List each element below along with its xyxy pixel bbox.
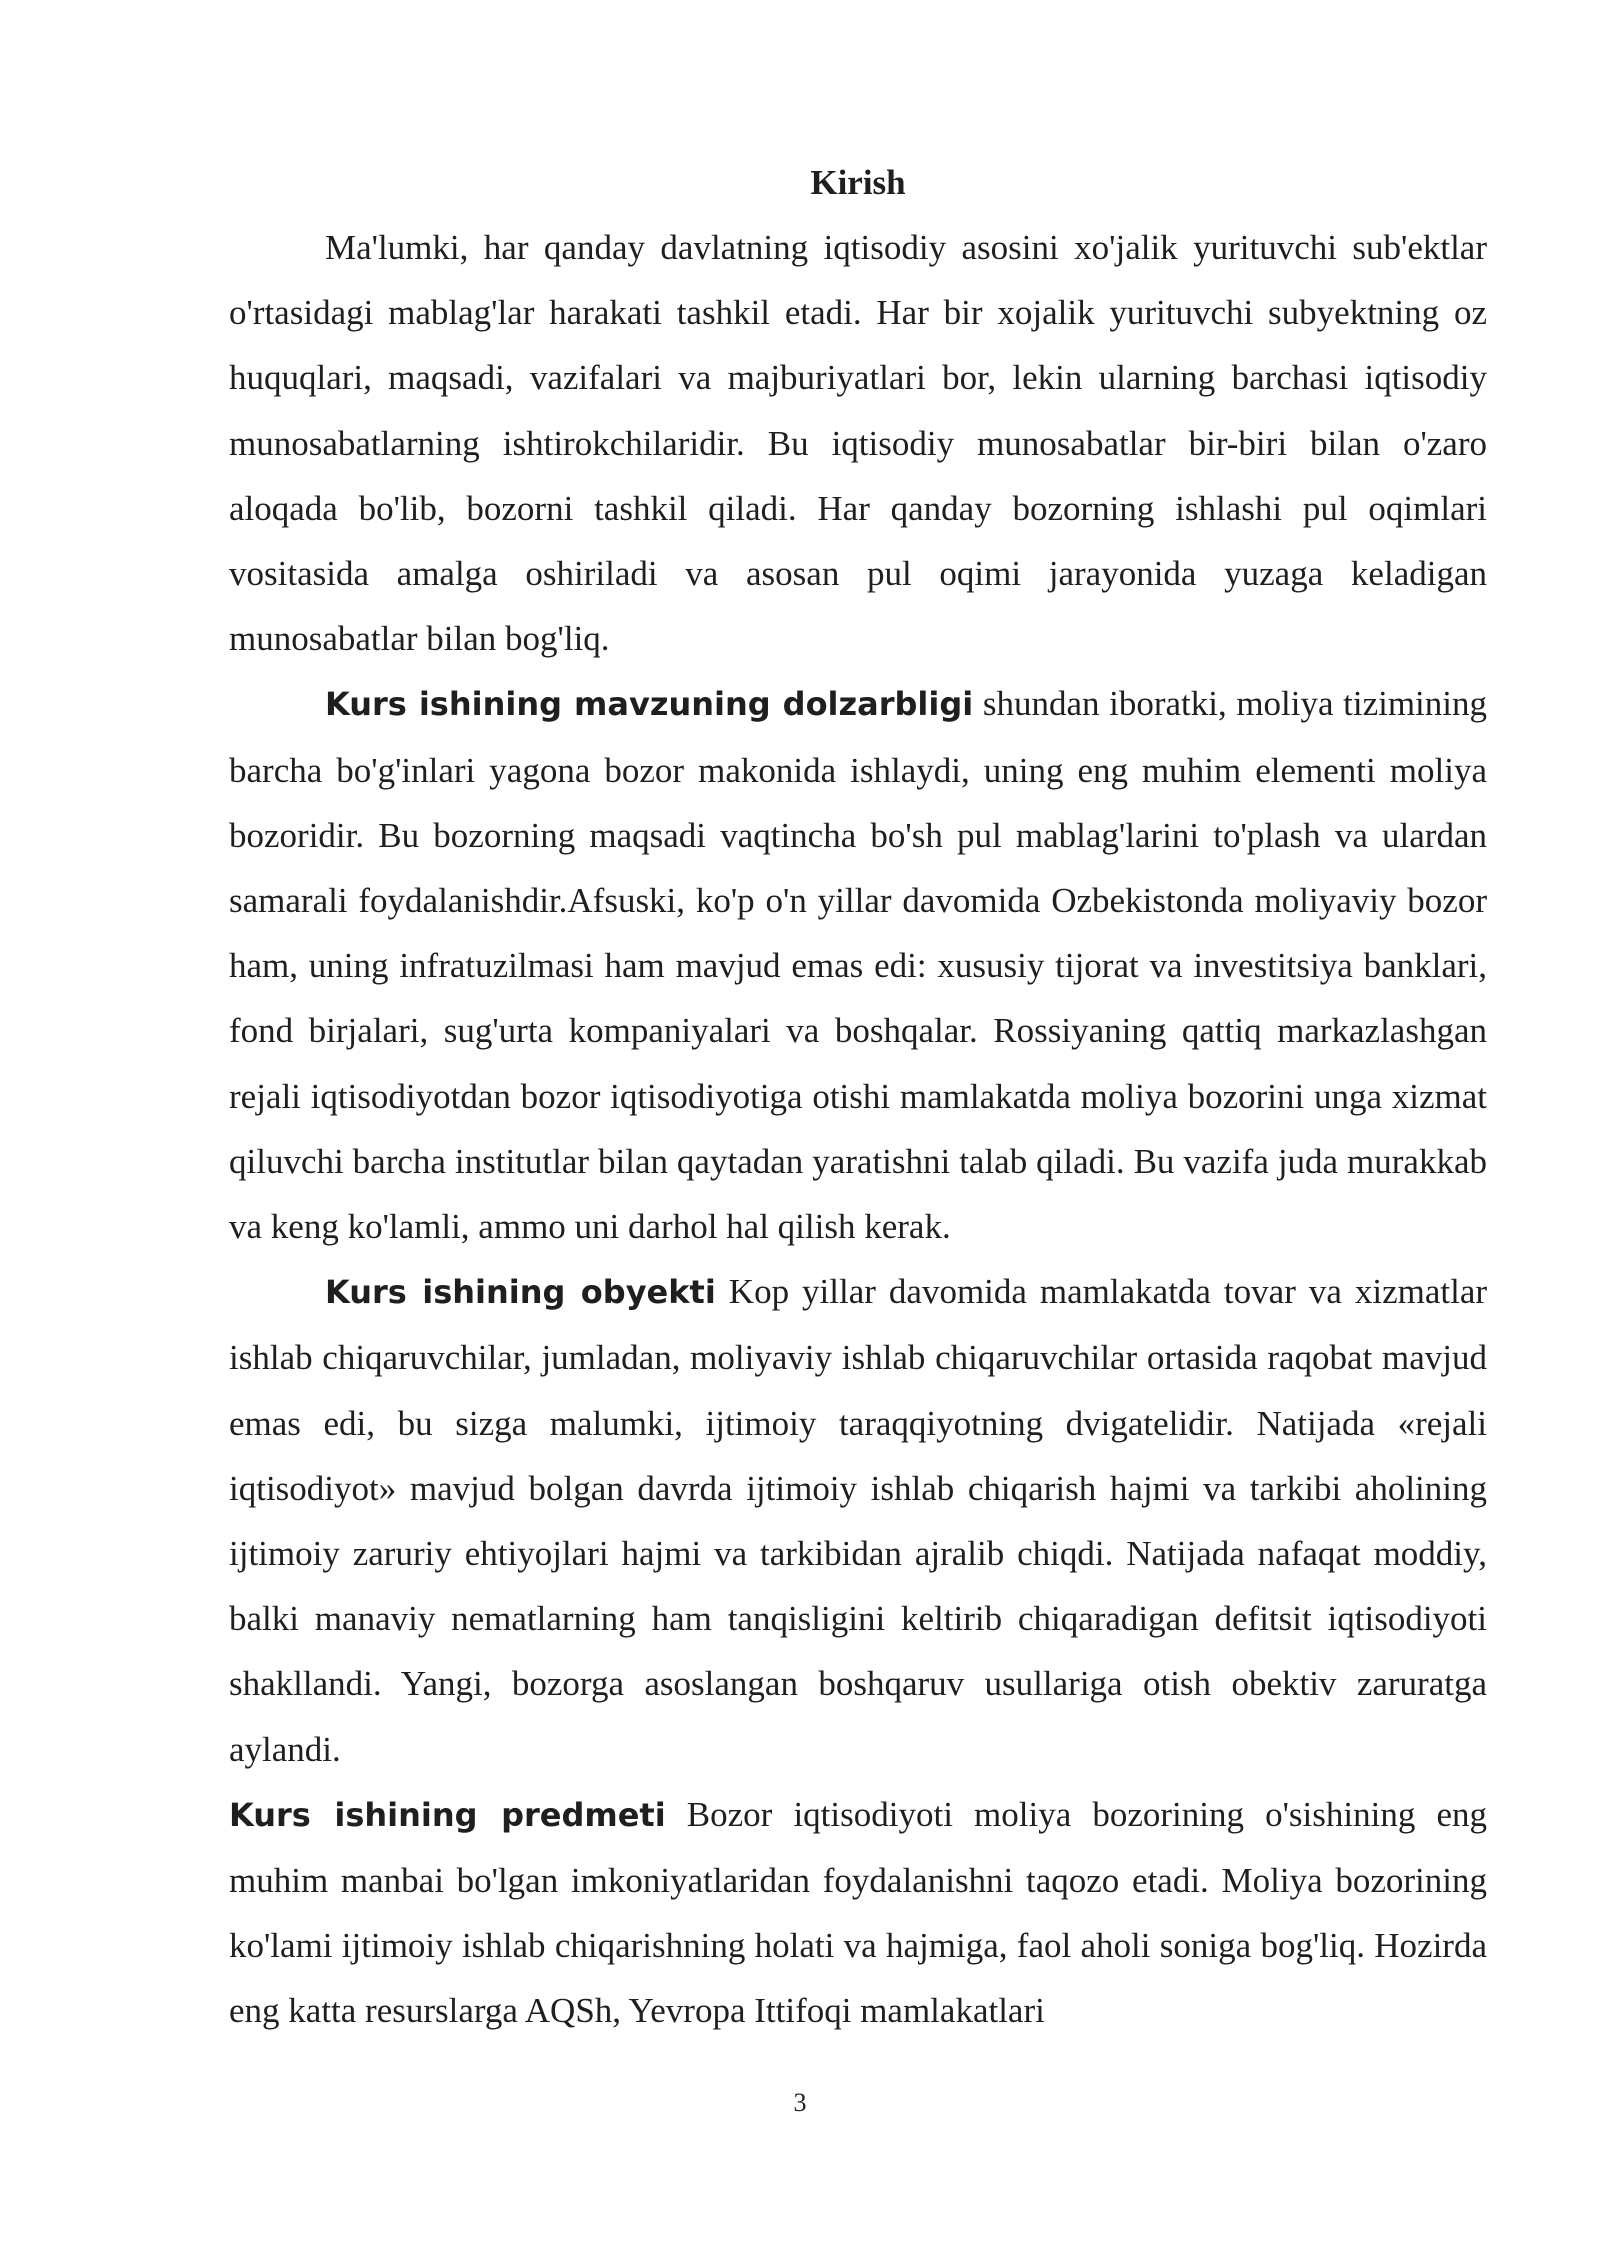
paragraph-text: Ma'lumki, har qanday davlatning iqtisodiy asosini xo'jalik yurituvchi sub'ektlar o'rtasidagi mablag'lar harakati tashkil etadi. Har bir xojalik yurituvchi subyektning oz huquqlari, maqsadi, vazifalari va majburiyatlari bor, lekin ularning barchasi iqtisodiy munosabatlarning ishtirokchilaridir. Bu iqtisodiy munosabatlar bir-biri bilan o'zaro aloqada bo'lib, bozorni tashkil qiladi. Har qanday bozorning ishlashi pul oqimlari vositasida amalga oshiriladi va asosan pul oqimi jarayonida yuzaga keladigan munosabatlar bilan bog'liq. <box>229 228 1487 659</box>
document-body <box>229 150 1487 2044</box>
paragraph-text: shundan iboratki, moliya tizimining barcha bo'g'inlari yagona bozor makonida ishlaydi, uning eng muhim elementi moliya bozoridir. Bu bozorning maqsadi vaqtincha bo'sh pul mablag'larini to'plash va ulardan samarali foydalanishdir.Afsuski, ko'p o'n yillar davomida Ozbekistonda moliyaviy bozor ham, uning infratuzilmasi ham mavjud emas edi: xususiy tijorat va investitsiya banklari, fond birjalari, sug'urta kompaniyalari va boshqalar. Rossiyaning qattiq markazlashgan rejali iqtisodiyotdan bozor iqtisodiyotiga otishi mamlakatda moliya bozorini unga xizmat qiluvchi barcha institutlar bilan qaytadan yaratishni talab qiladi. Bu vazifa juda murakkab va keng ko'lamli, ammo uni darhol hal qilish kerak. <box>229 684 1488 1247</box>
page-number: 3 <box>793 2088 807 2117</box>
paragraph-relevance <box>229 671 1487 1259</box>
paragraph-text: Kop yillar davomida mamlakatda tovar va xizmatlar ishlab chiqaruvchilar, jumladan, moliyaviy ishlab chiqaruvchilar ortasida raqobat mavjud emas edi, bu sizga malumki, ijtimoiy taraqqiyotning dvigatelidir. Natijada «rejali iqtisodiyot» mavjud bolgan davrda ijtimoiy ishlab chiqarish hajmi va tarkibi aholining ijtimoiy zaruriy ehtiyojlari hajmi va tarkibidan ajralib chiqdi. Natijada nafaqat moddiy, balki manaviy nematlarning ham tanqisligini keltirib chiqaradigan defitsit iqtisodiyoti shakllandi. Yangi, bozorga asoslangan boshqaruv usullariga otish obektiv zaruratga aylandi. <box>229 1272 1488 1769</box>
section-title: Kirish <box>810 163 906 202</box>
paragraph-lead: Kurs ishining mavzuning dolzarbligi <box>325 685 974 724</box>
paragraph-object <box>229 1259 1487 1782</box>
paragraph-lead: Kurs ishining predmeti <box>229 1795 666 1834</box>
paragraph-intro <box>229 215 1487 671</box>
paragraph-lead: Kurs ishining obyekti <box>325 1273 716 1312</box>
paragraph-subject <box>229 1782 1487 2044</box>
paragraph-text: Bozor iqtisodiyoti moliya bozorining o'sishining eng muhim manbai bo'lgan imkoniyatlaridan foydalanishni taqozo etadi. Moliya bozorining ko'lami ijtimoiy ishlab chiqarishning holati va hajmiga, faol aholi soniga bog'liq. Hozirda eng katta resurslarga AQSh, Yevropa Ittifoqi mamlakatlari <box>229 1794 1488 2031</box>
